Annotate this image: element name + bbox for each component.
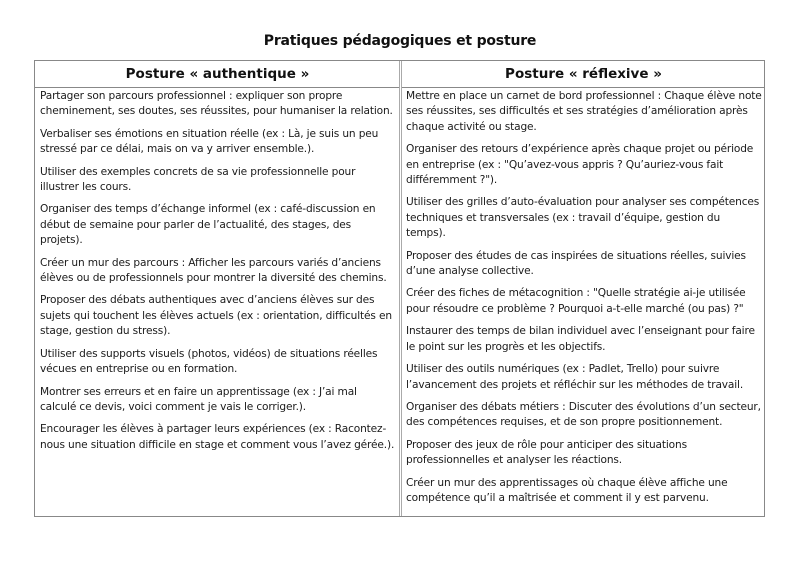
list-item: Créer un mur des apprentissages où chaque élève affiche une compétence qu’il a maîtrisée et comment il y est parvenu. bbox=[406, 476, 728, 504]
column-header-authentique: Posture « authentique » bbox=[35, 61, 400, 88]
list-item: Créer un mur des parcours : Afficher les parcours variés d’anciens élèves ou de professionnels pour montrer la diversité des chemins. bbox=[40, 256, 387, 285]
column-divider bbox=[399, 61, 402, 516]
list-item: Montrer ses erreurs et en faire un apprentissage (ex : J’ai mal calculé ce devis, voici comment je vais le corriger.). bbox=[40, 385, 357, 413]
list-item: Créer des fiches de métacognition : "Quelle stratégie ai-je utilisée pour résoudre ce problème ? Pourquoi a-t-elle marché (ou pas) ?" bbox=[406, 287, 746, 315]
list-item: Mettre en place un carnet de bord professionnel : Chaque élève note ses réussites, ses difficultés et ses stratégies d’amélioration après chaque activité ou stage. bbox=[406, 90, 762, 133]
list-item: Organiser des débats métiers : Discuter des évolutions d’un secteur, des compétences requises, et de son propre positionnement. bbox=[406, 400, 761, 429]
page-title: Pratiques pédagogiques et posture bbox=[263, 33, 537, 49]
list-item: Instaurer des temps de bilan individuel avec l’enseignant pour faire le point sur les progrès et les objectifs. bbox=[406, 325, 755, 353]
list-item: Utiliser des grilles d’auto-évaluation pour analyser ses compétences techniques et transversales (ex : travail d’équipe, gestion du temps). bbox=[406, 196, 760, 240]
list-item: Proposer des débats authentiques avec d’anciens élèves sur des sujets qui touchent les élèves actuels (ex : orientation, difficultés en stage, gestion du stress). bbox=[40, 294, 392, 338]
column-header-reflexive: Posture « réflexive » bbox=[402, 61, 765, 88]
list-item: Partager son parcours professionnel : expliquer son propre cheminement, ses doutes, ses réussites, pour humaniser la relation. bbox=[40, 90, 393, 118]
list-item: Utiliser des exemples concrets de sa vie professionnelle pour illustrer les cours. bbox=[40, 165, 356, 194]
list-item: Organiser des temps d’échange informel (ex : café-discussion en début de semaine pour parler de l’actualité, des stages, des projets). bbox=[40, 203, 376, 247]
list-item: Utiliser des supports visuels (photos, vidéos) de situations réelles vécues en entreprise ou en formation. bbox=[40, 347, 378, 376]
comparison-table bbox=[34, 60, 765, 517]
list-item: Organiser des retours d’expérience après chaque projet ou période en entreprise (ex : "Qu’avez-vous appris ? Qu’auriez-vous fait différemment ?"). bbox=[406, 143, 754, 187]
list-item: Utiliser des outils numériques (ex : Padlet, Trello) pour suivre l’avancement des projets et réfléchir sur les méthodes de travail. bbox=[406, 363, 744, 391]
column-authentique bbox=[40, 89, 396, 460]
list-item: Encourager les élèves à partager leurs expériences (ex : Racontez-nous une situation difficile en stage et comment vous l’avez gérée.). bbox=[40, 423, 395, 451]
list-item: Proposer des jeux de rôle pour anticiper des situations professionnelles et analyser les réactions. bbox=[406, 438, 687, 467]
list-item: Proposer des études de cas inspirées de situations réelles, suivies d’une analyse collective. bbox=[406, 249, 746, 278]
list-item: Verbaliser ses émotions en situation réelle (ex : Là, je suis un peu stressé par ce délai, mais on va y arriver ensemble.). bbox=[40, 127, 379, 156]
column-reflexive bbox=[406, 89, 762, 513]
